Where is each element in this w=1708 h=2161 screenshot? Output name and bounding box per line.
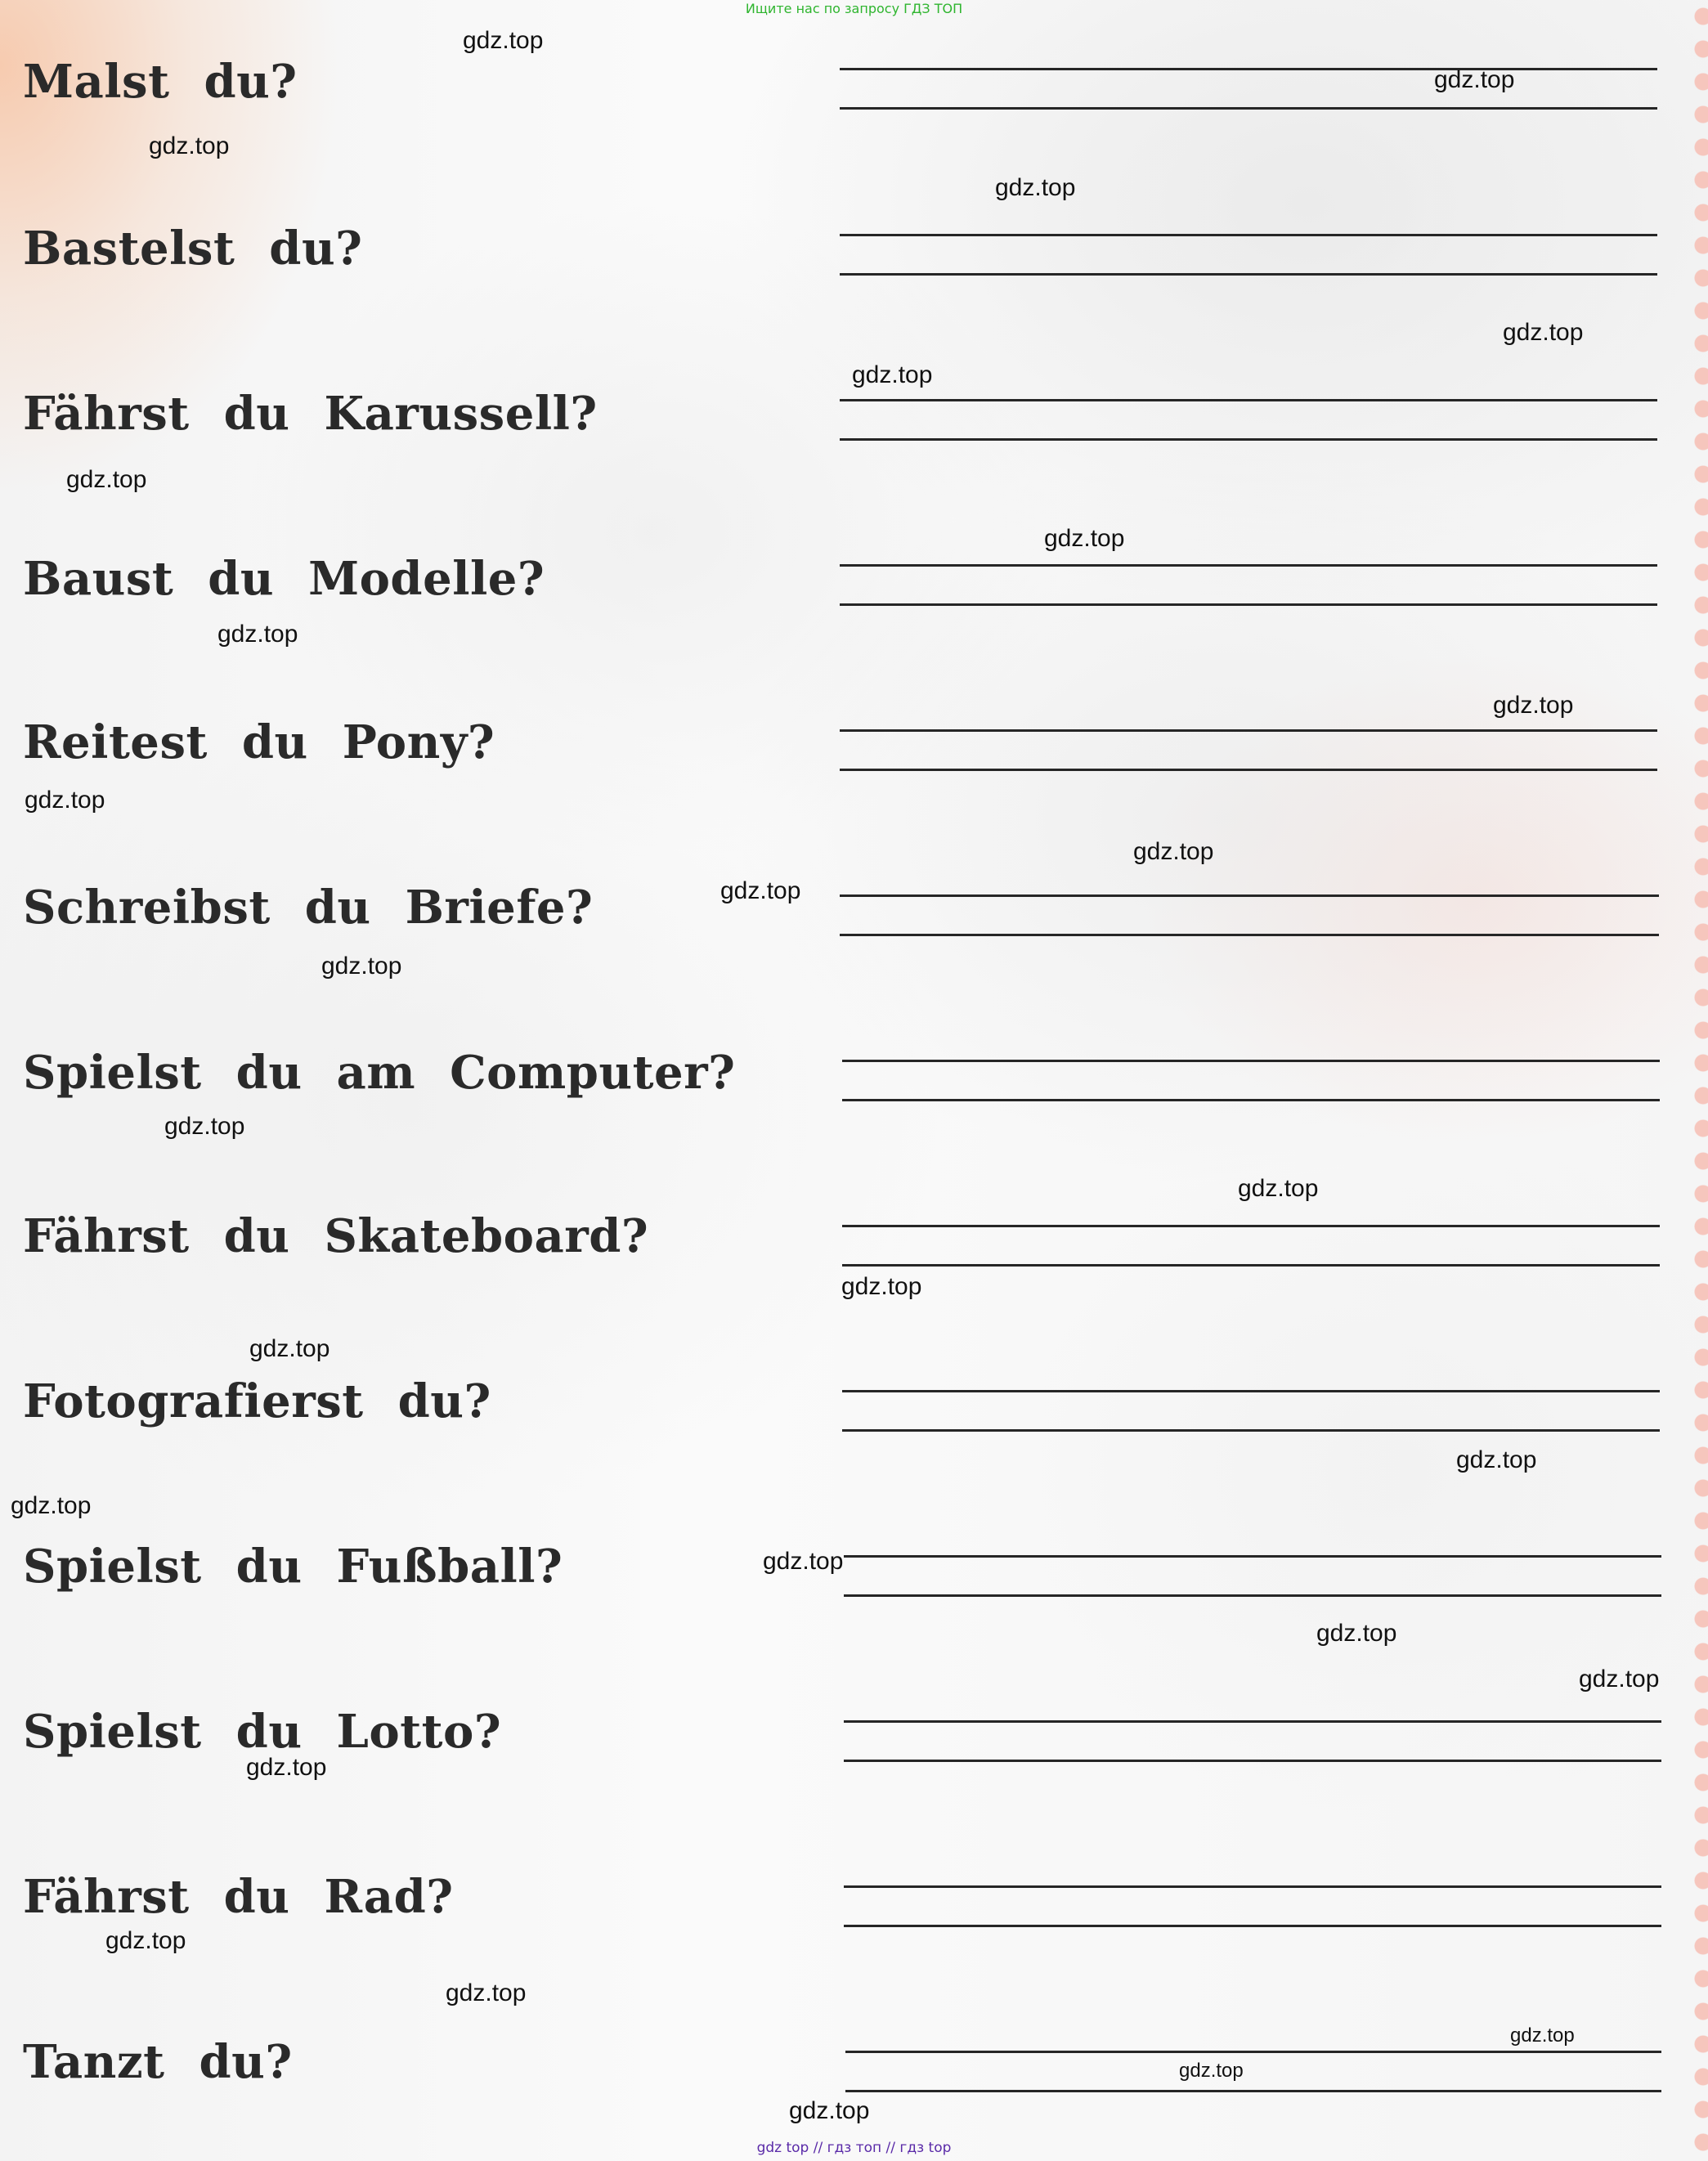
watermark: gdz.top [763, 1548, 844, 1575]
watermark: gdz.top [149, 132, 230, 159]
answer-line [844, 1925, 1661, 1927]
answer-line [844, 1594, 1661, 1597]
answer-line [840, 769, 1657, 771]
watermark: gdz.top [463, 27, 544, 54]
watermark: gdz.top [246, 1754, 327, 1781]
answer-line [844, 1760, 1661, 1762]
watermark: gdz.top [1238, 1175, 1319, 1202]
answer-line [845, 2090, 1661, 2092]
answer-line [840, 68, 1657, 70]
question-computer: Spielst du am Computer? [23, 1046, 736, 1100]
answer-line [840, 603, 1657, 606]
watermark: gdz.top [11, 1492, 92, 1519]
question-bastelst: Bastelst du? [23, 222, 363, 276]
ghost-decoration [858, 98, 875, 152]
answer-line [844, 1885, 1661, 1888]
watermark: gdz.top [852, 361, 933, 388]
answer-line [840, 234, 1657, 236]
question-karussell: Fährst du Karussell? [23, 387, 598, 441]
question-skateboard: Fährst du Skateboard? [23, 1209, 649, 1263]
answer-line [840, 107, 1657, 110]
watermark: gdz.top [1456, 1446, 1537, 1473]
binding-edge [1687, 0, 1708, 2161]
watermark: gdz.top [249, 1335, 330, 1362]
answer-line [840, 894, 1659, 897]
question-tanzt: Tanzt du? [23, 2035, 293, 2089]
watermark: gdz.top [1133, 838, 1214, 865]
top-banner: Ищите нас по запросу ГДЗ ТОП [745, 1, 963, 16]
watermark: gdz.top [1179, 2060, 1244, 2082]
watermark: gdz.top [1044, 525, 1125, 552]
watermark: gdz.top [995, 174, 1076, 201]
watermark: gdz.top [1503, 319, 1584, 346]
answer-line [842, 1099, 1660, 1101]
answer-line [844, 1555, 1661, 1558]
answer-line [842, 1225, 1660, 1227]
answer-line [845, 2051, 1661, 2053]
question-fotografierst: Fotografierst du? [23, 1374, 491, 1428]
answer-line [842, 1390, 1660, 1392]
answer-line [840, 934, 1659, 936]
question-lotto: Spielst du Lotto? [23, 1705, 502, 1759]
question-fussball: Spielst du Fußball? [23, 1540, 563, 1594]
watermark: gdz.top [1316, 1620, 1397, 1647]
answer-line [840, 273, 1657, 276]
answer-line [840, 564, 1657, 567]
watermark: gdz.top [1493, 692, 1574, 719]
question-pony: Reitest du Pony? [23, 715, 495, 769]
answer-line [840, 438, 1657, 441]
answer-line [842, 1429, 1660, 1432]
answer-line [840, 729, 1657, 732]
watermark: gdz.top [720, 877, 801, 904]
watermark: gdz.top [841, 1273, 922, 1300]
watermark: gdz.top [321, 953, 402, 980]
bottom-banner: gdz top // гдз топ // гдз top [756, 2140, 952, 2156]
watermark: gdz.top [164, 1113, 245, 1140]
watermark: gdz.top [1579, 1666, 1660, 1692]
answer-line [844, 1720, 1661, 1723]
watermark: gdz.top [25, 787, 105, 814]
question-rad: Fährst du Rad? [23, 1870, 454, 1924]
question-malst: Malst du? [23, 55, 298, 109]
watermark: gdz.top [105, 1927, 186, 1954]
watermark: gdz.top [789, 2097, 870, 2124]
answer-line [842, 1060, 1660, 1062]
answer-line [840, 399, 1657, 401]
watermark: gdz.top [1434, 66, 1515, 93]
watermark: gdz.top [1510, 2024, 1575, 2047]
question-briefe: Schreibst du Briefe? [23, 881, 594, 935]
watermark: gdz.top [446, 1979, 527, 2006]
watermark: gdz.top [217, 621, 298, 648]
answer-line [842, 1264, 1660, 1267]
watermark: gdz.top [66, 466, 147, 493]
question-modelle: Baust du Modelle? [23, 552, 545, 606]
